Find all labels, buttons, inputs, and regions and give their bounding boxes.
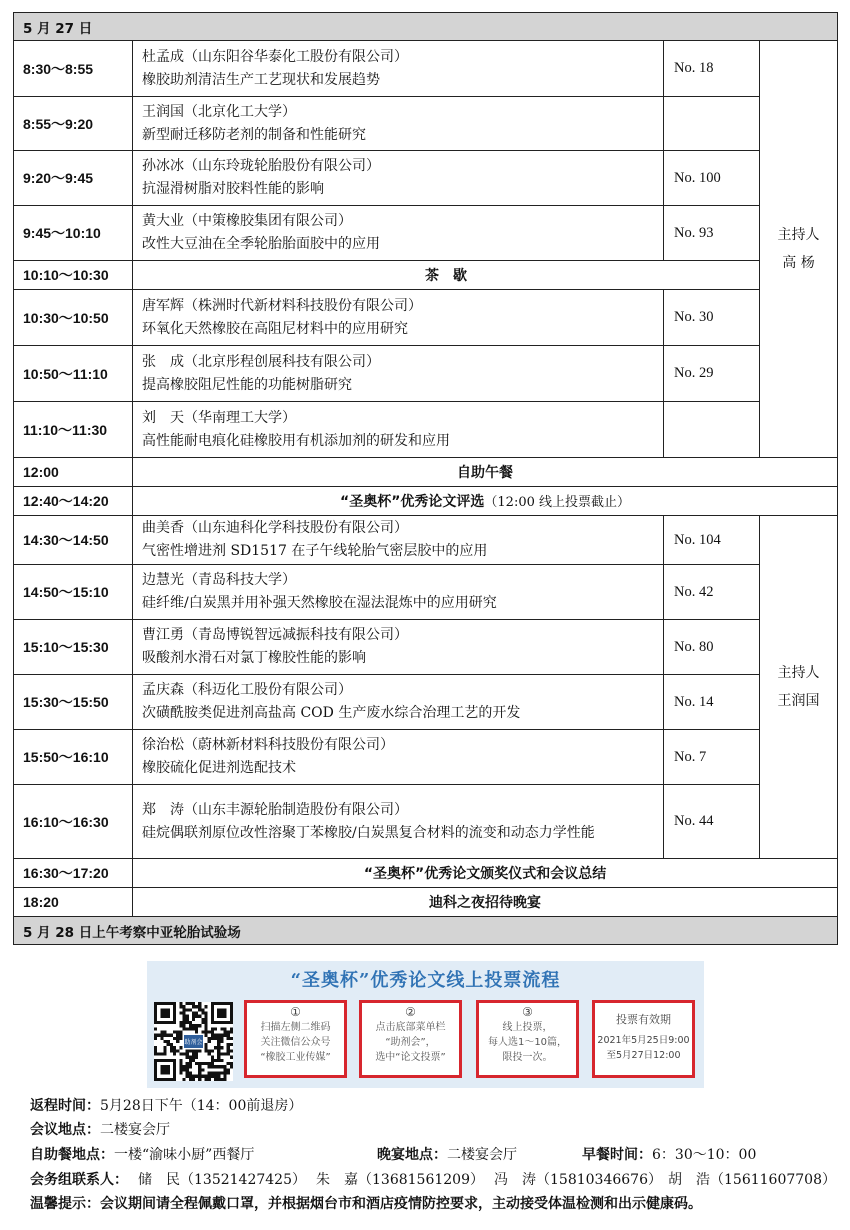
break-label: 茶 歇 (133, 261, 760, 290)
talk-title: 高性能耐电痕化硅橡胶用有机添加剂的研发和应用 (142, 432, 450, 449)
event-label: 自助午餐 (457, 465, 514, 481)
talk-row (14, 290, 838, 346)
lunch-place-label: 自助餐地点： (30, 1147, 114, 1163)
talk-cell (133, 516, 664, 565)
validity-title: 投票有效期 (616, 1013, 671, 1026)
lunch-place (30, 1144, 254, 1164)
talk-time: 9:45～10:10 (14, 206, 133, 261)
talk-row (14, 346, 838, 402)
talk-title: 硅纤维/白炭黑并用补强天然橡胶在湿法混炼中的应用研究 (142, 595, 497, 611)
talk-title: 环氧化天然橡胶在高阻尼材料中的应用研究 (142, 320, 408, 337)
talk-speaker: 黄大业（中策橡胶集团有限公司） (142, 213, 352, 229)
step-text: 线上投票， (502, 1022, 553, 1033)
paper-number: No. 14 (664, 675, 760, 730)
talk-cell (133, 785, 664, 859)
talk-speaker: 唐军辉（株洲时代新材料科技股份有限公司） (142, 297, 422, 314)
talk-title: 次磺酰胺类促进剂高盐高 COD 生产废水综合治理工艺的开发 (142, 705, 521, 721)
event-label-cell (133, 859, 838, 888)
event-label-cell (133, 487, 838, 516)
talk-title: 吸酸剂水滑石对氯丁橡胶性能的影响 (142, 650, 366, 666)
talk-title: 抗湿滑树脂对胶料性能的影响 (142, 181, 324, 197)
event-time: 16:30～17:20 (14, 859, 133, 888)
venue-value: 二楼宴会厅 (100, 1122, 170, 1138)
talk-cell (133, 675, 664, 730)
paper-number (664, 97, 760, 151)
step-number: ① (290, 1005, 301, 1019)
paper-number (664, 402, 760, 458)
contact-person: 储 民（13521427425） (138, 1172, 306, 1188)
talk-row (14, 730, 838, 785)
talk-speaker: 曲美香（山东迪科化学科技股份有限公司） (142, 520, 408, 536)
return-time-label: 返程时间： (30, 1098, 100, 1114)
venue (30, 1119, 170, 1139)
talk-title: 橡胶硫化促进剂选配技术 (142, 760, 296, 776)
talk-cell (133, 41, 664, 97)
breakfast-time (582, 1144, 756, 1164)
vote-banner (147, 961, 704, 1088)
talk-cell (133, 151, 664, 206)
step-text: “橡胶工业传媒” (260, 1052, 331, 1063)
tip-label: 温馨提示： (30, 1196, 100, 1212)
break-row (14, 261, 838, 290)
event-label: “圣奥杯”优秀论文颁奖仪式和会议总结 (363, 866, 607, 882)
talk-time: 8:30～8:55 (14, 41, 133, 97)
talk-time: 16:10～16:30 (14, 785, 133, 859)
event-row (14, 458, 838, 487)
talk-cell (133, 730, 664, 785)
step-text: 限投一次。 (502, 1052, 553, 1063)
talk-row (14, 206, 838, 261)
event-row (14, 888, 838, 917)
talk-time: 15:10～15:30 (14, 620, 133, 675)
contacts-label: 会务组联系人： (30, 1172, 128, 1188)
paper-number: No. 104 (664, 516, 760, 565)
talk-row (14, 402, 838, 458)
event-label-cell (133, 888, 838, 917)
talk-speaker: 边慧光（青岛科技大学） (142, 572, 296, 588)
talk-speaker: 王润国（北京化工大学） (142, 103, 296, 120)
talk-time: 14:30～14:50 (14, 516, 133, 565)
talk-cell (133, 290, 664, 346)
talk-row (14, 565, 838, 620)
talk-time: 10:30～10:50 (14, 290, 133, 346)
step-text: 扫描左侧二维码 (260, 1022, 331, 1033)
talk-speaker: 张 成（北京彤程创展科技有限公司） (142, 353, 380, 370)
talk-title: 气密性增进剂 SD1517 在子午线轮胎气密层胶中的应用 (142, 543, 488, 559)
chair-label: 主持人 (777, 227, 820, 243)
talk-speaker: 郑 涛（山东丰源轮胎制造股份有限公司） (142, 801, 408, 818)
talk-time: 8:55～9:20 (14, 97, 133, 151)
talk-row (14, 620, 838, 675)
vote-step-box (359, 1000, 462, 1078)
chair-name: 高 杨 (782, 255, 815, 271)
validity-start: 2021年5月25日9:00 (597, 1035, 690, 1046)
chair-cell (760, 516, 838, 859)
breakfast-value: 6：30～10：00 (652, 1147, 757, 1163)
return-time (30, 1095, 302, 1115)
banquet-place (377, 1144, 517, 1164)
step-number: ② (405, 1005, 416, 1019)
event-time: 12:00 (14, 458, 133, 487)
event-label-cell (133, 458, 838, 487)
venue-label: 会议地点： (30, 1122, 100, 1138)
talk-cell (133, 565, 664, 620)
day2-label: 5 月 28 日上午考察中亚轮胎试验场 (14, 917, 838, 945)
breakfast-label: 早餐时间： (582, 1147, 652, 1163)
contact-person: 朱 嘉（13681561209） (316, 1172, 484, 1188)
qr-center-label: 助剂会 (184, 1039, 203, 1047)
validity-end: 至5月27日12:00 (606, 1050, 681, 1061)
chair-name: 王润国 (777, 693, 820, 709)
break-time: 10:10～10:30 (14, 261, 133, 290)
date-label: 5 月 27 日 (14, 13, 838, 41)
contacts (30, 1169, 836, 1189)
talk-speaker: 孙冰冰（山东玲珑轮胎股份有限公司） (142, 158, 380, 174)
vote-step-box (476, 1000, 579, 1078)
talk-row (14, 41, 838, 97)
event-note: （12:00 线上投票截止） (484, 495, 631, 510)
step-text: 选中“论文投票” (375, 1052, 446, 1063)
event-label: “圣奥杯”优秀论文评选 (340, 494, 485, 510)
step-text: 点击底部菜单栏 (375, 1022, 446, 1033)
chair-label: 主持人 (777, 665, 820, 681)
event-row (14, 859, 838, 888)
step-number: ③ (522, 1005, 533, 1019)
paper-number: No. 18 (664, 41, 760, 97)
paper-number: No. 30 (664, 290, 760, 346)
tip-value: 会议期间请全程佩戴口罩，并根据烟台市和酒店疫情防控要求，主动接受体温检测和出示健康码。 (100, 1196, 702, 1212)
schedule-table (13, 12, 838, 945)
talk-row (14, 516, 838, 565)
paper-number: No. 29 (664, 346, 760, 402)
paper-number: No. 80 (664, 620, 760, 675)
talk-row (14, 785, 838, 859)
talk-cell (133, 97, 664, 151)
qr-code-icon[interactable] (154, 1002, 233, 1081)
talk-time: 15:50～16:10 (14, 730, 133, 785)
date-row (14, 13, 838, 41)
vote-banner-title: “圣奥杯”优秀论文线上投票流程 (290, 970, 561, 991)
talk-title: 提高橡胶阻尼性能的功能树脂研究 (142, 376, 352, 393)
talk-time: 10:50～11:10 (14, 346, 133, 402)
return-time-value: 5月28日下午（14：00前退房） (100, 1098, 303, 1114)
step-text: 关注微信公众号 (260, 1037, 331, 1048)
talk-title: 硅烷偶联剂原位改性溶聚丁苯橡胶/白炭黑复合材料的流变和动态力学性能 (142, 824, 595, 841)
talk-row (14, 97, 838, 151)
paper-number: No. 7 (664, 730, 760, 785)
talk-row (14, 151, 838, 206)
talk-time: 14:50～15:10 (14, 565, 133, 620)
chair-cell (760, 41, 838, 458)
paper-number: No. 93 (664, 206, 760, 261)
vote-step-box (244, 1000, 347, 1078)
day2-row (14, 917, 838, 945)
banquet-place-value: 二楼宴会厅 (447, 1147, 517, 1163)
event-row (14, 487, 838, 516)
paper-number: No. 100 (664, 151, 760, 206)
talk-speaker: 杜孟成（山东阳谷华泰化工股份有限公司） (142, 48, 408, 65)
tip (30, 1193, 702, 1213)
paper-number: No. 42 (664, 565, 760, 620)
banquet-place-label: 晚宴地点： (377, 1147, 447, 1163)
event-time: 18:20 (14, 888, 133, 917)
talk-speaker: 徐治松（蔚林新材料科技股份有限公司） (142, 737, 394, 753)
talk-time: 15:30～15:50 (14, 675, 133, 730)
talk-title: 改性大豆油在全季轮胎胎面胶中的应用 (142, 236, 380, 252)
lunch-place-value: 一楼“渝味小厨”西餐厅 (114, 1147, 255, 1163)
talk-row (14, 675, 838, 730)
talk-cell (133, 620, 664, 675)
talk-cell (133, 346, 664, 402)
talk-cell (133, 402, 664, 458)
talk-speaker: 曹江勇（青岛博锐智远减振科技有限公司） (142, 627, 408, 643)
meal-info (30, 1144, 830, 1164)
talk-cell (133, 206, 664, 261)
paper-number: No. 44 (664, 785, 760, 859)
talk-time: 11:10～11:30 (14, 402, 133, 458)
talk-title: 新型耐迁移防老剂的制备和性能研究 (142, 126, 366, 143)
step-text: “助剂会”， (385, 1037, 436, 1048)
talk-speaker: 孟庆森（科迈化工股份有限公司） (142, 682, 352, 698)
contact-person: 冯 涛（15810346676） (494, 1172, 662, 1188)
talk-time: 9:20～9:45 (14, 151, 133, 206)
talk-speaker: 刘 天（华南理工大学） (142, 409, 296, 426)
contact-person: 胡 浩（15611607708） (668, 1172, 836, 1188)
event-time: 12:40～14:20 (14, 487, 133, 516)
talk-title: 橡胶助剂清洁生产工艺现状和发展趋势 (142, 71, 380, 88)
event-label: 迪科之夜招待晚宴 (429, 895, 542, 911)
validity-box (592, 1000, 695, 1078)
step-text: 每人选1～10篇， (487, 1037, 568, 1048)
